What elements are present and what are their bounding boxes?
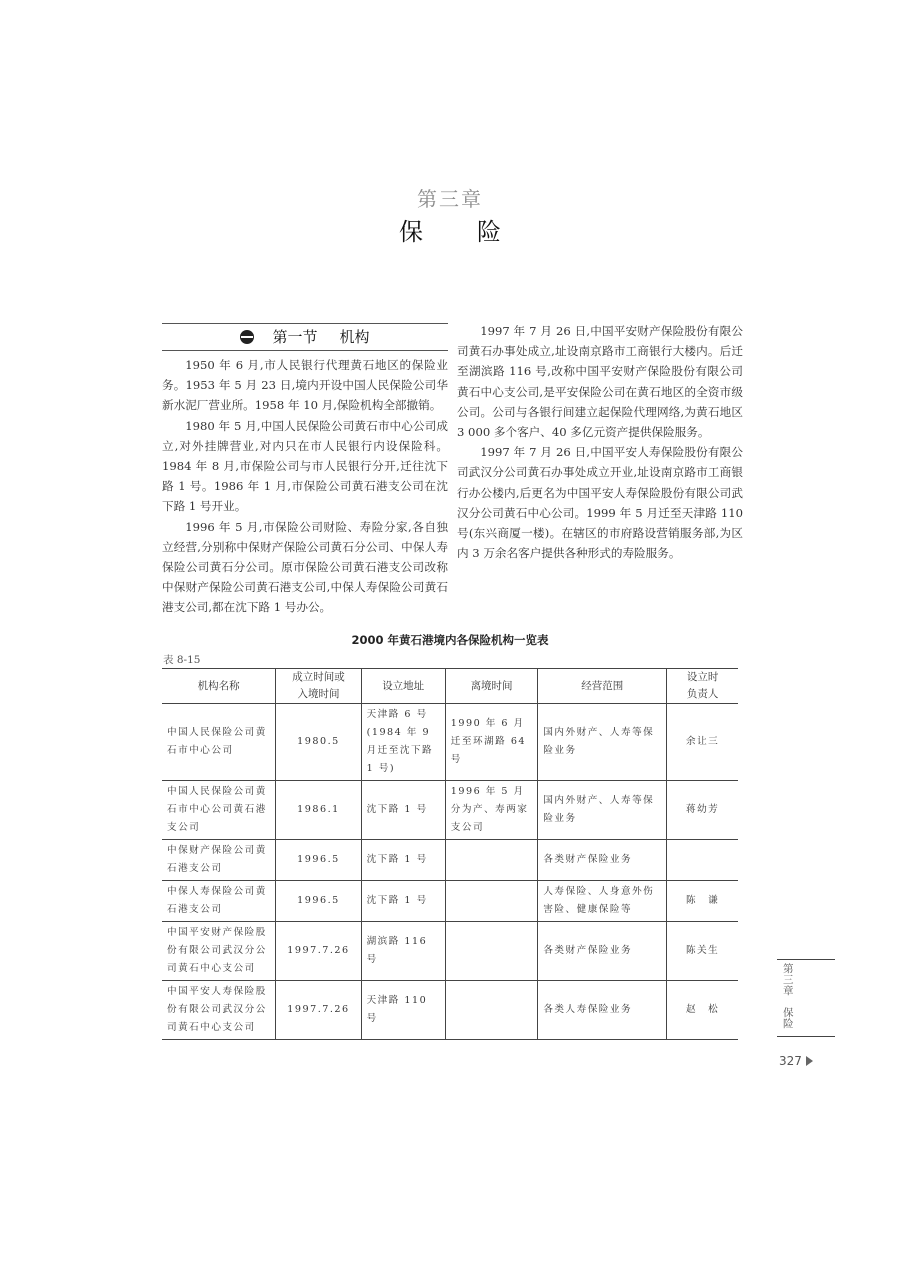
header-founded: 成立时间或 入境时间 bbox=[276, 669, 361, 704]
table-number: 表 8-15 bbox=[163, 654, 201, 666]
cell-scope: 人寿保险、人身意外伤害险、健康保险等 bbox=[538, 881, 667, 922]
cell-address: 天津路 110 号 bbox=[361, 981, 445, 1040]
cell-founded: 1980.5 bbox=[276, 704, 361, 781]
cell-founded: 1986.1 bbox=[276, 781, 361, 840]
cell-exit bbox=[445, 981, 538, 1040]
cell-head-person: 陈关生 bbox=[667, 922, 738, 981]
institutions-table bbox=[162, 668, 738, 1040]
paragraph: 1996 年 5 月,市保险公司财险、寿险分家,各自独立经营,分别称中保财产保险公司黄石分公司、中保人寿保险公司黄石分公司。原市保险公司黄石港支公司改称中保财产保险公司黄石港支公司,中保人寿保险公司黄石港支公司,都在沈下路 1 号办公。 bbox=[162, 519, 448, 615]
side-tab-topic: 保险 bbox=[783, 1007, 794, 1030]
cell-exit bbox=[445, 840, 538, 881]
cell-name: 中国人民保险公司黄石市中心公司 bbox=[162, 704, 276, 781]
paragraph: 1950 年 6 月,市人民银行代理黄石地区的保险业务。1953 年 5 月 23 日,境内开设中国人民保险公司华新水泥厂营业所。1958 年 10 月,保险机构全部撤销。 bbox=[162, 358, 448, 413]
paragraph: 1997 年 7 月 26 日,中国平安人寿保险股份有限公司武汉分公司黄石办事处成立开业,址设南京路市工商银行办公楼内,后更名为中国平安人寿保险股份有限公司武汉分公司黄石中心公司。1999 年 5 月迁至天津路 110 号(东兴商厦一楼)。在辖区的市府路设营销服务部,为区内 3 万余名客户提供各种形式的寿险服务。 bbox=[457, 445, 743, 561]
cell-name: 中国人民保险公司黄石市中心公司黄石港支公司 bbox=[162, 781, 276, 840]
side-tab-chapter: 第三章 bbox=[783, 963, 794, 997]
cell-head-person: 陈 谦 bbox=[667, 881, 738, 922]
cell-scope: 各类财产保险业务 bbox=[538, 840, 667, 881]
section-bullet-icon bbox=[240, 330, 254, 344]
cell-exit: 1996 年 5 月分为产、寿两家支公司 bbox=[445, 781, 538, 840]
chapter-title bbox=[0, 212, 900, 247]
right-column bbox=[457, 321, 743, 563]
cell-name: 中国平安人寿保险股份有限公司武汉分公司黄石中心支公司 bbox=[162, 981, 276, 1040]
header-address: 设立地址 bbox=[361, 669, 445, 704]
section-heading bbox=[162, 323, 448, 351]
header-scope: 经营范围 bbox=[538, 669, 667, 704]
chapter-number: 第三章 bbox=[417, 187, 483, 211]
cell-head-person: 赵 松 bbox=[667, 981, 738, 1040]
table-row bbox=[162, 781, 738, 840]
page-arrow-icon bbox=[806, 1056, 813, 1066]
cell-address: 沈下路 1 号 bbox=[361, 840, 445, 881]
cell-founded: 1997.7.26 bbox=[276, 981, 361, 1040]
header-exit: 离境时间 bbox=[445, 669, 538, 704]
header-head-person: 设立时 负责人 bbox=[667, 669, 738, 704]
table-title: 2000 年黄石港境内各保险机构一览表 bbox=[351, 633, 549, 647]
table-row bbox=[162, 922, 738, 981]
chapter-title-char: 保 bbox=[399, 218, 423, 246]
cell-exit bbox=[445, 881, 538, 922]
side-chapter-tab bbox=[777, 959, 835, 1037]
cell-head-person bbox=[667, 840, 738, 881]
cell-head-person: 蒋幼芳 bbox=[667, 781, 738, 840]
page-number-text: 327 bbox=[779, 1054, 802, 1068]
cell-address: 湖滨路 116 号 bbox=[361, 922, 445, 981]
cell-exit: 1990 年 6 月迁至环湖路 64 号 bbox=[445, 704, 538, 781]
header-name: 机构名称 bbox=[162, 669, 276, 704]
page-number bbox=[779, 1054, 813, 1068]
cell-scope: 国内外财产、人寿等保险业务 bbox=[538, 781, 667, 840]
cell-exit bbox=[445, 922, 538, 981]
chapter-title-char: 险 bbox=[477, 218, 501, 246]
cell-address: 沈下路 1 号 bbox=[361, 881, 445, 922]
left-column bbox=[162, 323, 448, 618]
cell-name: 中保财产保险公司黄石港支公司 bbox=[162, 840, 276, 881]
paragraph: 1980 年 5 月,中国人民保险公司黄石市中心公司成立,对外挂牌营业,对内只在市人民银行内设保险科。1984 年 8 月,市保险公司与市人民银行分开,迁往沈下路 1 号。1986 年 1 月,市保险公司黄石港支公司在沈下路 1 号开业。 bbox=[162, 418, 448, 514]
cell-name: 中保人寿保险公司黄石港支公司 bbox=[162, 881, 276, 922]
cell-founded: 1997.7.26 bbox=[276, 922, 361, 981]
paragraph: 1997 年 7 月 26 日,中国平安财产保险股份有限公司黄石办事处成立,址设南京路市工商银行大楼内。后迁至湖滨路 116 号,改称中国平安财产保险股份有限公司黄石中心支公司,是平安保险公司在黄石地区的全资市级公司。公司与各银行间建立起保险代理网络,为黄石地区 3 000 多个客户、40 多亿元资产提供保险服务。 bbox=[457, 324, 743, 440]
cell-scope: 各类财产保险业务 bbox=[538, 922, 667, 981]
cell-name: 中国平安财产保险股份有限公司武汉分公司黄石中心支公司 bbox=[162, 922, 276, 981]
cell-founded: 1996.5 bbox=[276, 881, 361, 922]
cell-scope: 国内外财产、人寿等保险业务 bbox=[538, 704, 667, 781]
section-title: 机构 bbox=[339, 327, 370, 346]
table-row bbox=[162, 981, 738, 1040]
cell-address: 天津路 6 号(1984 年 9 月迁至沈下路 1 号) bbox=[361, 704, 445, 781]
table-row bbox=[162, 881, 738, 922]
table-row bbox=[162, 840, 738, 881]
cell-scope: 各类人寿保险业务 bbox=[538, 981, 667, 1040]
cell-head-person: 余让三 bbox=[667, 704, 738, 781]
section-number: 第一节 bbox=[272, 327, 318, 346]
cell-founded: 1996.5 bbox=[276, 840, 361, 881]
table-header-row bbox=[162, 669, 738, 704]
table-row bbox=[162, 704, 738, 781]
cell-address: 沈下路 1 号 bbox=[361, 781, 445, 840]
